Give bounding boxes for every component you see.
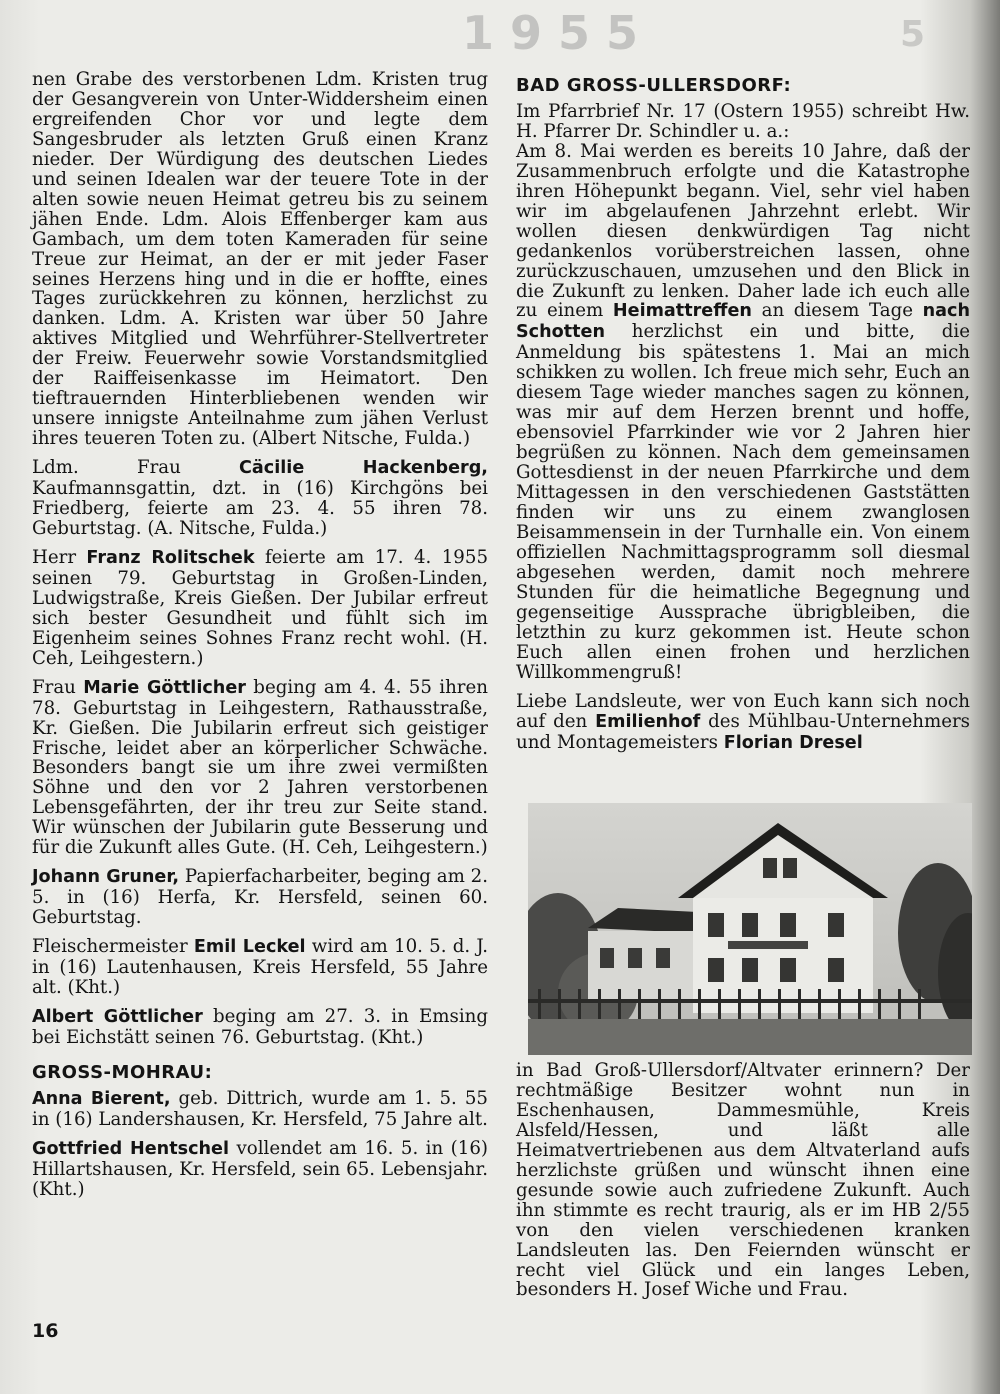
person-name: Marie Göttlicher	[83, 677, 246, 698]
birthday-leckel: Fleischermeister Emil Leckel wird am 10. 5. d. J. in (16) Lautenhausen, Kreis Hersfeld, 55 Jahre alt. (Kht.)	[32, 936, 488, 998]
person-name: Albert Göttlicher	[32, 1006, 203, 1027]
date-stamp: 1955	[462, 6, 655, 60]
birthday-goettlicher-albert: Albert Göttlicher beging am 27. 3. in Emsing bei Eichstätt seinen 76. Geburtstag. (Kht.)	[32, 1005, 488, 1048]
person-name: Franz Rolitschek	[86, 547, 255, 568]
photo-emilienhof-house	[528, 803, 972, 1055]
birthday-rolitschek: Herr Franz Rolitschek feierte am 17. 4. 1955 seinen 79. Geburtstag in Großen-Linden, Ludwigstraße, Kreis Gießen. Der Jubilar erfreut sich bester Gesundheit und fühlt sich im Eigenheim seines Sohnes Franz recht wohl. (H. Ceh, Leihgestern.)	[32, 546, 489, 669]
birthday-hentschel: Gottfried Hentschel vollendet am 16. 5. in (16) Hillartshausen, Kr. Hersfeld, sein 65. Lebensjahr. (Kht.)	[32, 1137, 488, 1200]
person-name: Johann Gruner,	[32, 867, 180, 888]
birthday-gruner: Johann Gruner, Papierfacharbeiter, beging am 2. 5. in (16) Herfa, Kr. Hersfeld, seinen 60. Geburtstag.	[32, 866, 488, 929]
pfarrbrief-paragraph: Am 8. Mai werden es bereits 10 Jahre, daß der Zusammenbruch erfolgte und die Katastrophe ihren Höhepunkt begann. Viel, sehr viel haben wir im abgelaufenen Jahrzehnt erlebt. Wir wollen diesen denkwürdigen Tag nicht gedankenlos vorüberstreichen lassen, ohne zurückzuschauen, umzusehen und den Blick in die Zukunft zu lenken. Daher lade ich euch alle zu einem Heimattreffen an diesem Tage nach Schotten herzlichst ein und bitte, die Anmeldung bis spätestens 1. Mai an mich schikken zu wollen. Ich freue mich sehr, Euch an diesem Tage wieder manches sagen zu können, was mir auf dem Herzen brennt und hoffe, ebensoviel Pfarrkinder wie vor 2 Jahren hier begrüßen zu können. Nach dem gemeinsamen Gottesdienst in der neuen Pfarrkirche und dem Mittagessen in den verschiedenen Gaststätten finden wir uns zu einem zwanglosen Beisammensein in der Turnhalle ein. Von einem offiziellen Nachmittagsprogramm soll diesmal abgesehen werden, damit noch mehrere Stunden für die heimatliche Begegnung und gegenseitige Aussprache übrigbleiben, die letzthin zu kurz gekommen ist. Heute schon Euch allen einen frohen und herzlichen Willkommengruß!	[516, 140, 970, 683]
place-name: Emilienhof	[595, 711, 701, 732]
left-column	[32, 70, 488, 1209]
person-name: Florian Dresel	[723, 732, 863, 753]
birthday-hackenberg: Ldm. Frau Cäcilie Hackenberg, Kaufmannsgattin, dzt. in (16) Kirchgöns bei Friedberg, feierte am 23. 4. 55 ihren 78. Geburtstag. (A. Nitsche, Fulda.)	[32, 457, 488, 539]
section-heading-gross-mohrau: GROSS-MOHRAU:	[32, 1061, 213, 1083]
emilienhof-continued-paragraph: in Bad Groß-Ullersdorf/Altvater erinnern? Der rechtmäßige Besitzer wohnt nun in Eschenhausen, Dammesmühle, Kreis Alsfeld/Hessen, und läßt alle Heimatvertriebenen aus dem Altvaterland aufs herzlichste grüßen und wünscht ihnen eine gesunde sowie auch zufriedene Zukunft. Auch ihn stimmte es recht traurig, als er im HB 2/55 von den vielen verschiedenen kranken Landsleuten las. Den Feiernden wünscht er recht viel Glück und ein langes Leben, besonders H. Josef Wiche und Frau.	[516, 1060, 970, 1301]
intro-paragraph: Im Pfarrbrief Nr. 17 (Ostern 1955) schreibt Hw. H. Pfarrer Dr. Schindler u. a.:	[516, 100, 970, 142]
event-name: Heimattreffen	[612, 301, 752, 322]
section-heading-bad-gross-ullersdorf: BAD GROSS-ULLERSDORF:	[516, 75, 792, 96]
obituary-paragraph: nen Grabe des verstorbenen Ldm. Kristen trug der Gesangverein von Unter-Widdersheim einen ergreifenden Chor vor und legte dem Sangesbruder als letzten Gruß einen Kranz nieder. Der Würdigung des deutschen Liedes und seinen Idealen war der teuere Tote in der alten sowie neuen Heimat getreu bis zu seinem jähen Ende. Ldm. Alois Effenberger kam aus Gambach, um dem toten Kameraden für seine Treue zur Heimat, an der er mit jeder Faser seines Herzens hing und in die er hoffte, eines Tages zurückkehren zu können, herzlichst zu danken. Ldm. A. Kristen war über 50 Jahre aktives Mitglied und Wehrführer-Stellvertreter der Freiw. Feuerwehr sowie Vorstandsmitglied der Raiffeisenkasse im Heimatort. Den tieftrauernden Hinterbliebenen wenden wir unsere innigste Anteilnahme zum jähen Verlust ihres teueren Toten zu. (Albert Nitsche, Fulda.)	[32, 69, 488, 450]
right-column-continued	[516, 1061, 970, 1309]
birthday-goettlicher-marie: Frau Marie Göttlicher beging am 4. 4. 55 ihren 78. Geburtstag in Leihgestern, Rathausstraße, Kr. Gießen. Die Jubilarin erfreut sich geistiger Frische, leidet aber an körperlicher Schwäche. Besonders bangt sie um ihre zwei vermißten Söhne und den vor 2 Jahren verstorbenen Lebensgefährten, der ihr treu zur Seite stand. Wir wünschen der Jubilarin gute Besserung und für die Zukunft alles Gute. (H. Ceh, Leihgestern.)	[32, 676, 488, 859]
person-name: Gottfried Hentschel	[32, 1138, 230, 1159]
house-illustration	[528, 803, 972, 1055]
birthday-bierent: Anna Bierent, geb. Dittrich, wurde am 1. 5. 55 in (16) Landershausen, Kr. Hersfeld, 75 Jahre alt.	[32, 1087, 488, 1130]
person-name: Anna Bierent,	[32, 1088, 171, 1109]
person-name: Emil Leckel	[193, 937, 306, 958]
event-location: nach Schotten	[516, 301, 970, 343]
emilienhof-paragraph: Liebe Landsleute, wer von Euch kann sich noch auf den Emilienhof des Mühlbau-Unternehmers und Montagemeisters Florian Dresel	[516, 690, 970, 753]
page-number: 16	[32, 1320, 59, 1342]
person-name: Cäcilie Hackenberg,	[239, 458, 488, 479]
issue-stamp: 5	[900, 14, 926, 55]
right-column	[516, 70, 970, 762]
